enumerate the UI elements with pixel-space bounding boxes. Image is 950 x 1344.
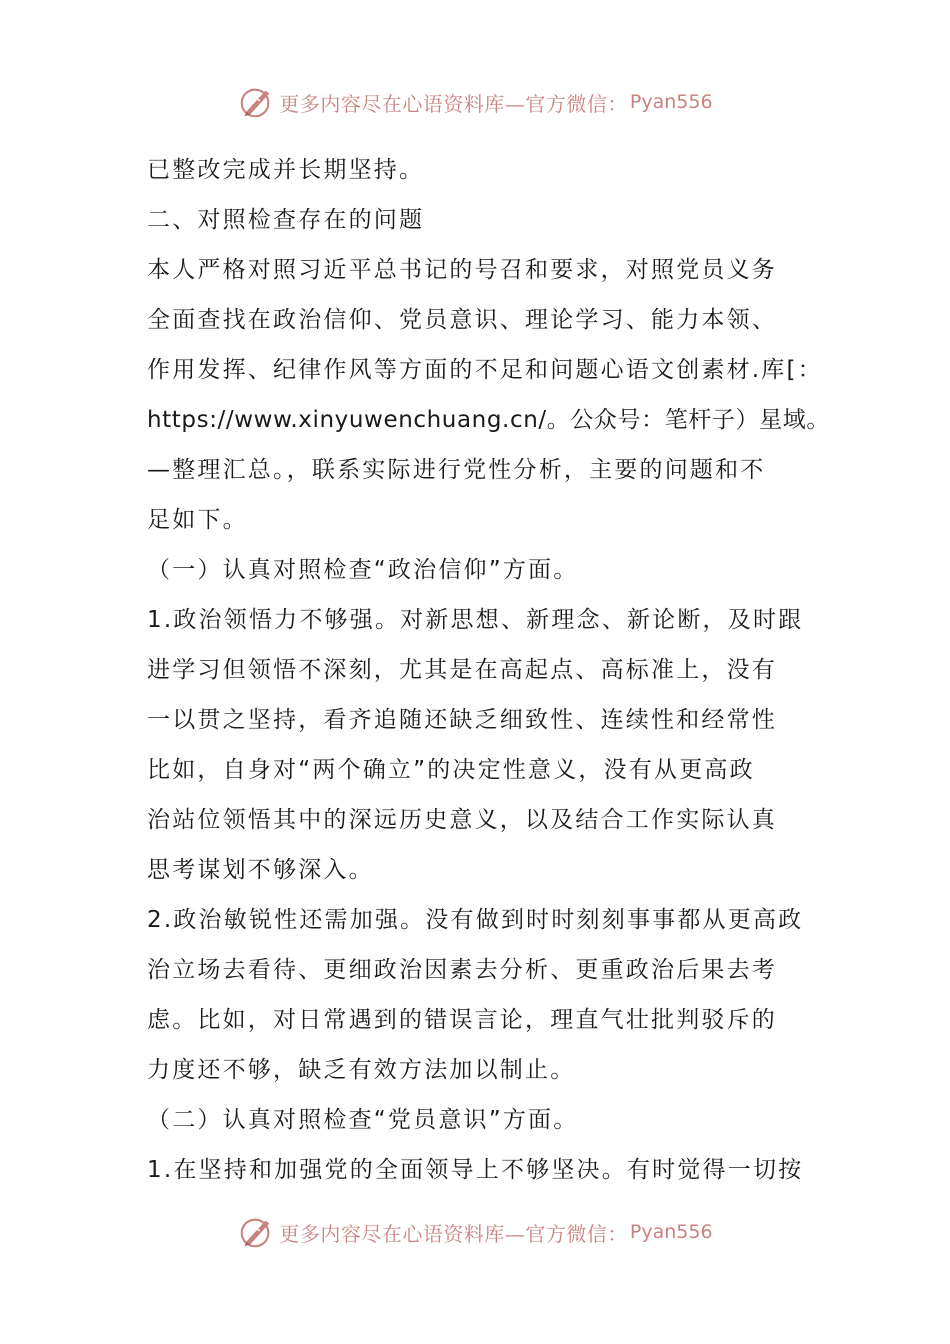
body-line: 治立场去看待、更细政治因素去分析、更重政治后果去考 [147, 957, 777, 983]
body-line: 1.在坚持和加强党的全面领导上不够坚决。有时觉得一切按 [147, 1157, 804, 1183]
body-line: 虑。比如，对日常遇到的错误言论，理直气壮批判驳斥的 [147, 1007, 777, 1033]
body-line: 治站位领悟其中的深远历史意义，以及结合工作实际认真 [147, 807, 777, 833]
header-watermark [0, 82, 950, 122]
pen-logo-icon [237, 1213, 275, 1251]
body-line: 2.政治敏锐性还需加强。没有做到时时刻刻事事都从更高政 [147, 907, 804, 933]
body-line: 已整改完成并长期坚持。 [147, 157, 425, 183]
body-line: —整理汇总。，联系实际进行党性分析，主要的问题和不 [147, 457, 766, 483]
watermark-wechat-id: Pyan556 [629, 91, 713, 113]
pen-logo-icon [237, 83, 275, 121]
body-line: 进学习但领悟不深刻，尤其是在高起点、高标准上，没有 [147, 657, 777, 683]
body-line: 本人严格对照习近平总书记的号召和要求，对照党员义务 [147, 257, 777, 283]
section-heading: 二、对照检查存在的问题 [147, 207, 425, 233]
subsection-heading: （一）认真对照检查“政治信仰”方面。 [147, 557, 579, 583]
body-line: 1.政治领悟力不够强。对新思想、新理念、新论断，及时跟 [147, 607, 804, 633]
body-line: 力度还不够，缺乏有效方法加以制止。 [147, 1057, 576, 1083]
body-line: 比如，自身对“两个确立”的决定性意义，没有从更高政 [147, 757, 755, 783]
body-line: 思考谋划不够深入。 [147, 857, 374, 883]
body-line: 全面查找在政治信仰、党员意识、理论学习、能力本领、 [147, 307, 777, 333]
document-body [147, 145, 830, 1195]
body-line: 足如下。 [147, 507, 248, 533]
body-line: 一以贯之坚持，看齐追随还缺乏细致性、连续性和经常性 [147, 707, 777, 733]
watermark-text: 更多内容尽在心语资料库—官方微信： [279, 91, 628, 116]
footer-watermark [0, 1212, 950, 1252]
watermark-wechat-id: Pyan556 [629, 1221, 713, 1243]
subsection-heading: （二）认真对照检查“党员意识”方面。 [147, 1107, 579, 1133]
watermark-text: 更多内容尽在心语资料库—官方微信： [279, 1221, 628, 1246]
body-line-url: https://www.xinyuwenchuang.cn/。公众号：笔杆子）星域。 [147, 407, 830, 433]
body-line: 作用发挥、纪律作风等方面的不足和问题心语文创素材.库[： [147, 357, 823, 383]
